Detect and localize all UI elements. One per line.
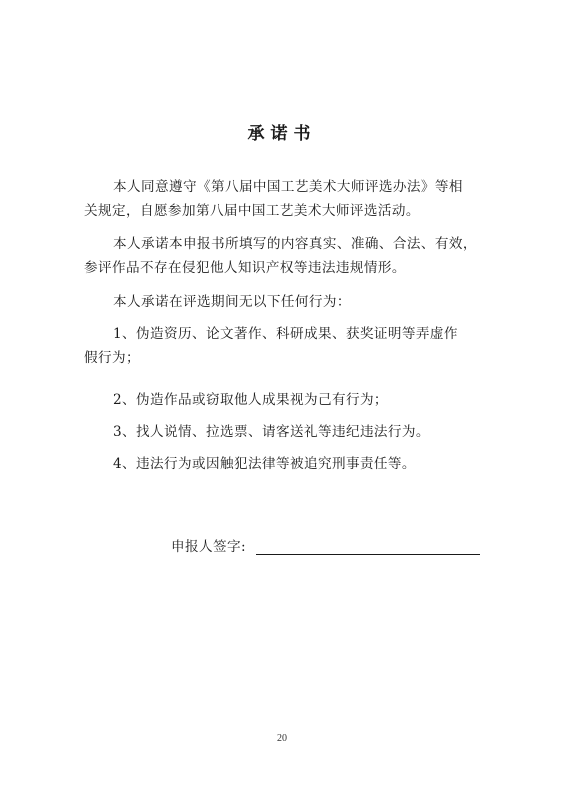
paragraph-truthfulness — [84, 232, 494, 280]
paragraph-line: 本人同意遵守《第八届中国工艺美术大师评选办法》等相 — [113, 179, 463, 195]
paragraph-line: 3、找人说情、拉选票、请客送礼等违纪违法行为。 — [113, 424, 430, 440]
paragraph-agreement — [84, 175, 494, 223]
document-title: 承诺书 — [247, 124, 317, 144]
signature-block — [171, 535, 480, 555]
list-item-2 — [84, 388, 494, 412]
paragraph-line: 4、违法行为或因触犯法律等被追究刑事责任等。 — [113, 456, 416, 472]
paragraph-line: 本人承诺本申报书所填写的内容真实、准确、合法、有效， — [113, 236, 477, 252]
list-item-4 — [84, 452, 494, 476]
signature-line — [256, 540, 480, 555]
paragraph-line: 参评作品不存在侵犯他人知识产权等违法违规情形。 — [84, 260, 406, 276]
paragraph-line: 1、伪造资历、论文著作、科研成果、获奖证明等弄虚作 — [113, 326, 458, 342]
list-item-1 — [84, 322, 494, 370]
paragraph-line: 2、伪造作品或窃取他人成果视为己有行为； — [113, 392, 388, 408]
paragraph-line: 关规定，自愿参加第八届中国工艺美术大师评选活动。 — [84, 203, 420, 219]
list-item-3 — [84, 420, 494, 444]
page-number: 20 — [277, 733, 287, 744]
paragraph-no-misconduct-intro — [84, 290, 494, 314]
signature-label: 申报人签字: — [171, 539, 246, 555]
paragraph-line: 假行为； — [84, 350, 140, 366]
paragraph-line: 本人承诺在评选期间无以下任何行为： — [113, 294, 351, 310]
